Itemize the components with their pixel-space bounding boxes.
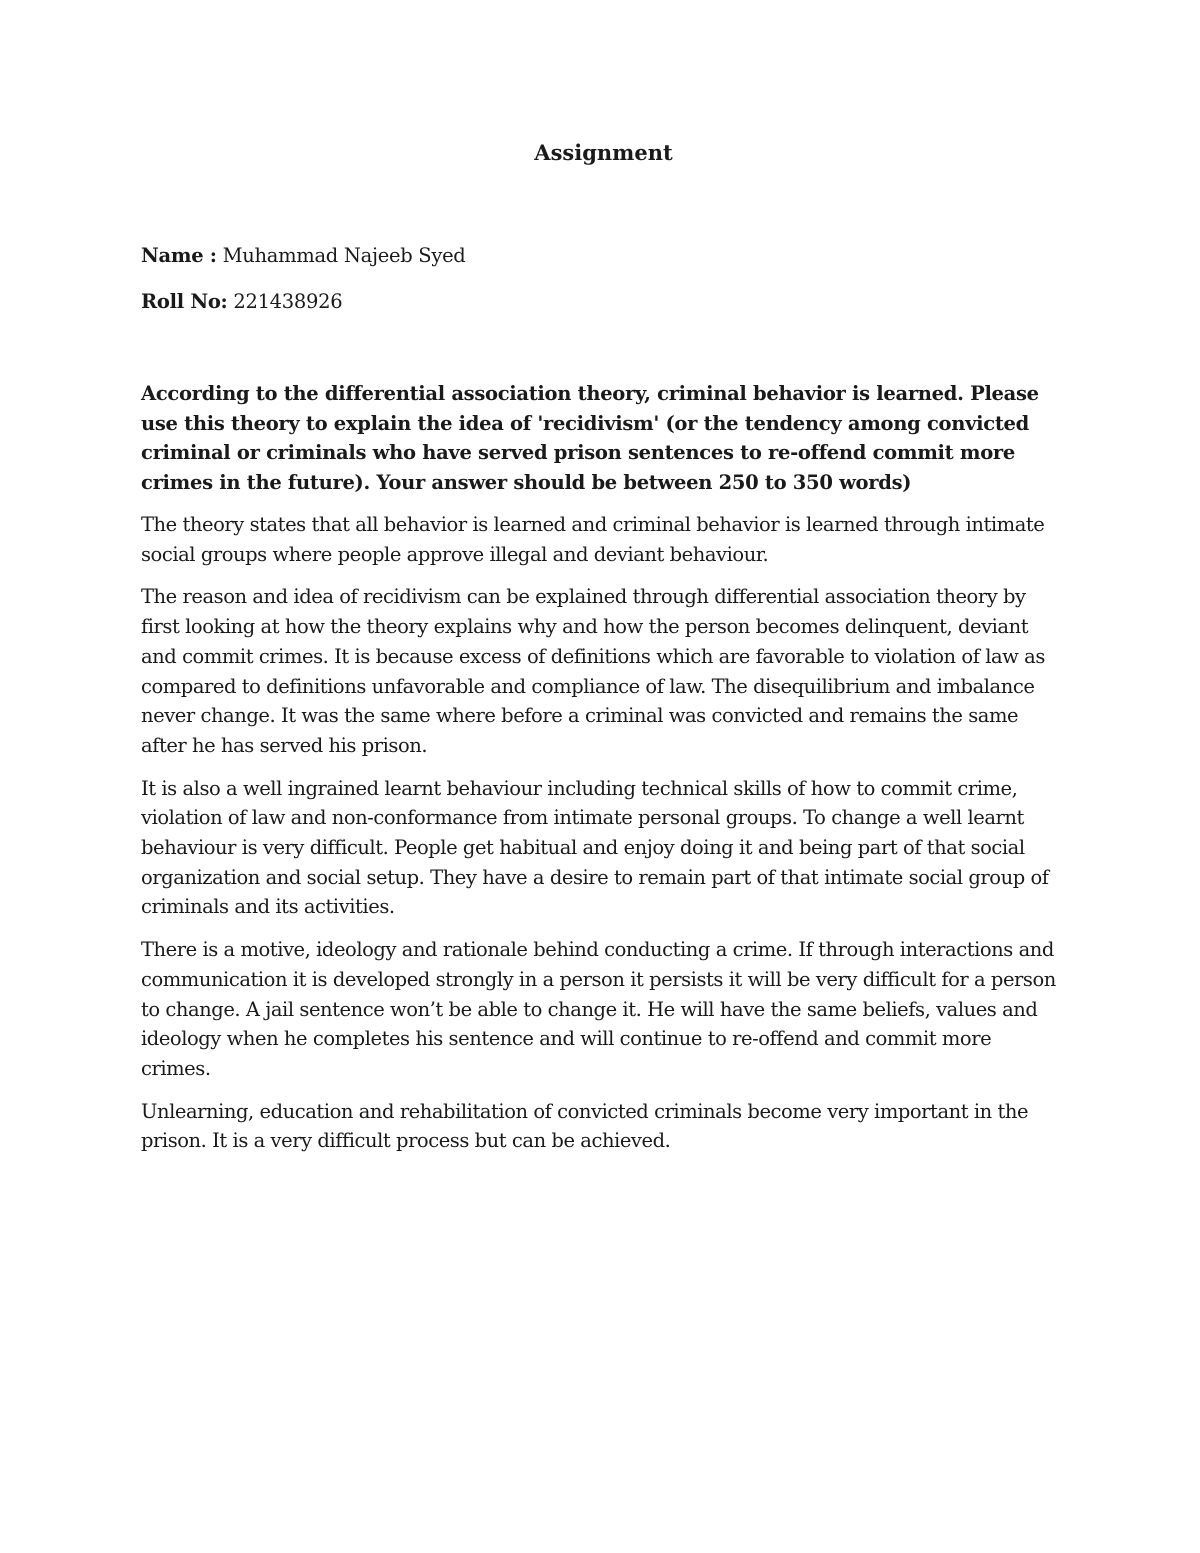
answer-paragraph-5: Unlearning, education and rehabilitation of convicted criminals become very important in the prison. It is a very difficult process but can be achieved.	[141, 1099, 1029, 1153]
name-label: Name :	[141, 244, 217, 267]
document-body	[141, 138, 1066, 1169]
answer-paragraph-1: The theory states that all behavior is learned and criminal behavior is learned through intimate social groups where people approve illegal and deviant behaviour.	[141, 513, 1045, 566]
answer-paragraph-3: It is also a well ingrained learnt behaviour including technical skills of how to commit crime, violation of law and non-conformance from intimate personal groups. To change a well learnt behaviour is very difficult. People get habitual and enjoy doing it and being part of that social organization and social setup. They have a desire to remain part of that intimate social group of criminals and its activities.	[141, 776, 1049, 919]
answer-paragraph-2: The reason and idea of recidivism can be explained through differential association theory by first looking at how the theory explains why and how the person becomes delinquent, deviant and commit crimes. It is because excess of definitions which are favorable to violation of law as compared to definitions unfavorable and compliance of law. The disequilibrium and imbalance never change. It was the same where before a criminal was convicted and remains the same after he has served his prison.	[141, 585, 1045, 757]
assignment-question: According to the differential association theory, criminal behavior is learned. Please use this theory to explain the idea of 'recidivism' (or the tendency among convicted criminal or criminals who have served prison sentences to re-offend commit more crimes in the future). Your answer should be between 250 to 350 words)	[141, 382, 1039, 494]
name-value: Muhammad Najeeb Syed	[222, 244, 466, 267]
roll-number-field	[141, 287, 1066, 317]
name-field	[141, 241, 1066, 271]
answer-paragraph-4: There is a motive, ideology and rationale behind conducting a crime. If through interactions and communication it is developed strongly in a person it persists it will be very difficult for a person to change. A jail sentence won’t be able to change it. He will have the same beliefs, values and ideology when he completes his sentence and will continue to re-offend and commit more crimes.	[141, 938, 1056, 1080]
document-title: Assignment	[534, 140, 673, 165]
roll-number-label: Roll No:	[141, 290, 228, 313]
roll-number-value: 221438926	[233, 290, 343, 313]
